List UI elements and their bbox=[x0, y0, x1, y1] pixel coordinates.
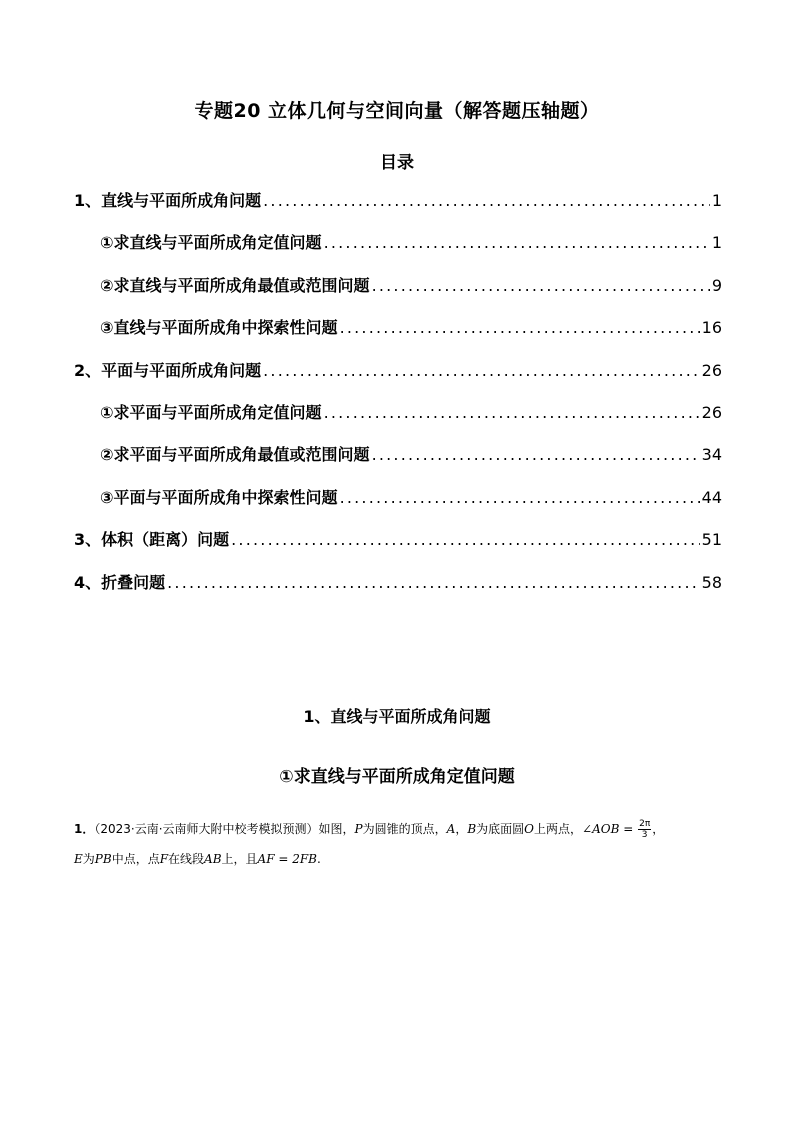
toc-entry[interactable] bbox=[74, 527, 722, 569]
fraction-denominator: 3 bbox=[641, 830, 648, 840]
math-var: O bbox=[524, 822, 535, 836]
toc-entry-title: 4、折叠问题 bbox=[74, 572, 166, 592]
page-title: 专题20 立体几何与空间向量（解答题压轴题） bbox=[194, 100, 600, 122]
toc-page-number: 44 bbox=[701, 487, 722, 507]
toc-page-number: 1 bbox=[711, 191, 722, 210]
math-var: A bbox=[446, 822, 456, 836]
toc-page-number: 1 bbox=[711, 233, 722, 253]
toc-entry-title: ②求平面与平面所成角最值或范围问题 bbox=[100, 445, 370, 465]
toc-entry[interactable] bbox=[74, 273, 722, 315]
toc-page-number: 26 bbox=[701, 402, 722, 422]
toc-entry-title: 1、直线与平面所成角问题 bbox=[74, 191, 262, 210]
math-var: E bbox=[74, 852, 83, 866]
toc-entry[interactable] bbox=[74, 230, 722, 272]
math-expr: AF = 2FB bbox=[257, 852, 318, 866]
math-var: PB bbox=[94, 852, 112, 866]
problem-text: 中点，点 bbox=[111, 852, 160, 866]
toc-page-number: 16 bbox=[701, 318, 722, 338]
problem-number: 1． bbox=[74, 822, 95, 836]
table-of-contents bbox=[74, 188, 722, 612]
math-var: P bbox=[354, 822, 363, 836]
subsection-heading: ①求直线与平面所成角定值问题 bbox=[279, 767, 515, 787]
fraction bbox=[638, 819, 651, 840]
toc-page-number: 34 bbox=[701, 445, 722, 465]
problem-1 bbox=[74, 814, 724, 874]
toc-entry-title: ①求直线与平面所成角定值问题 bbox=[100, 233, 322, 253]
toc-page-number: 51 bbox=[701, 530, 722, 550]
problem-text: 为底面圆 bbox=[476, 822, 525, 836]
toc-page-number: 26 bbox=[701, 360, 722, 380]
fraction-numerator: 2π bbox=[639, 819, 651, 829]
toc-entry-title: ③直线与平面所成角中探索性问题 bbox=[100, 318, 338, 338]
toc-entry-title: 3、体积（距离）问题 bbox=[74, 530, 230, 550]
problem-text: ， bbox=[652, 822, 665, 836]
toc-dot-leader bbox=[372, 445, 700, 464]
problem-text: ， bbox=[455, 822, 468, 836]
math-expr: ∠AOB = bbox=[582, 822, 638, 836]
math-var: F bbox=[159, 852, 169, 866]
section-heading: 1、直线与平面所成角问题 bbox=[303, 707, 491, 726]
toc-entry[interactable] bbox=[74, 442, 722, 484]
toc-dot-leader bbox=[324, 403, 700, 422]
toc-dot-leader bbox=[263, 361, 700, 380]
toc-entry[interactable] bbox=[74, 315, 722, 357]
toc-dot-leader bbox=[167, 573, 700, 592]
toc-page-number: 58 bbox=[701, 572, 722, 592]
toc-entry[interactable] bbox=[74, 188, 722, 230]
problem-text: . bbox=[317, 852, 321, 866]
toc-entry-title: ②求直线与平面所成角最值或范围问题 bbox=[100, 275, 370, 295]
toc-entry-title: 2、平面与平面所成角问题 bbox=[74, 360, 262, 380]
math-var: B bbox=[467, 822, 477, 836]
toc-dot-leader bbox=[231, 530, 700, 549]
problem-text: 为 bbox=[82, 852, 95, 866]
problem-text: 如图， bbox=[318, 822, 355, 836]
toc-entry[interactable] bbox=[74, 570, 722, 612]
toc-dot-leader bbox=[340, 318, 700, 337]
toc-entry[interactable] bbox=[74, 358, 722, 400]
toc-dot-leader bbox=[324, 233, 710, 252]
toc-dot-leader bbox=[372, 276, 710, 295]
toc-entry[interactable] bbox=[74, 400, 722, 442]
math-var: AB bbox=[204, 852, 222, 866]
problem-text: 上两点， bbox=[534, 822, 583, 836]
toc-entry-title: ①求平面与平面所成角定值问题 bbox=[100, 402, 322, 422]
toc-dot-leader bbox=[340, 488, 700, 507]
toc-heading: 目录 bbox=[380, 153, 414, 173]
toc-entry[interactable] bbox=[74, 485, 722, 527]
problem-text: 为圆锥的顶点， bbox=[362, 822, 447, 836]
toc-dot-leader bbox=[263, 191, 710, 210]
toc-entry-title: ③平面与平面所成角中探索性问题 bbox=[100, 487, 338, 507]
toc-page-number: 9 bbox=[711, 275, 722, 295]
problem-text: 上，且 bbox=[221, 852, 258, 866]
problem-text: 在线段 bbox=[168, 852, 205, 866]
problem-source: （2023·云南·云南师大附中校考模拟预测） bbox=[94, 822, 319, 836]
